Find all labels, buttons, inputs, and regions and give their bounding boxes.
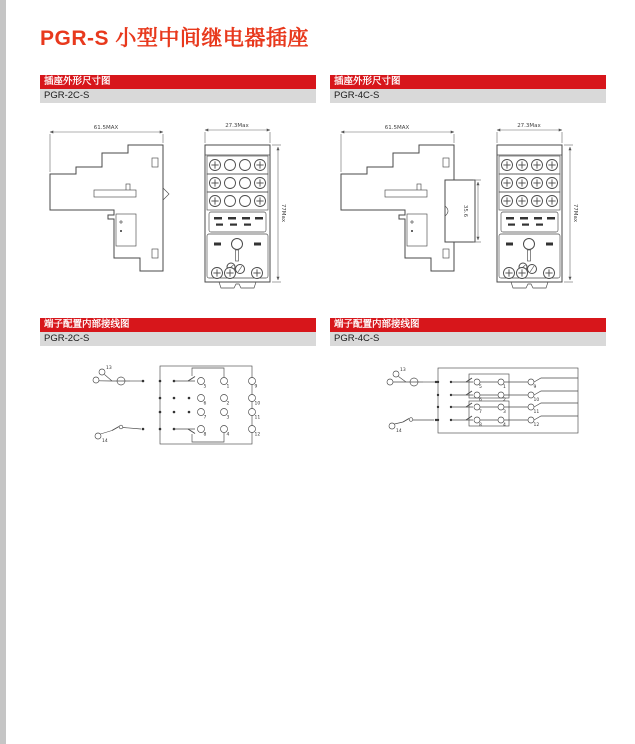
terminal-label: 3 (226, 415, 230, 421)
outline-drawing-4c (333, 118, 588, 298)
coil-terminal-b-label-2c: 14 (102, 439, 108, 444)
dim-height-2c: 77Max (280, 203, 286, 223)
outline-drawing-2c (42, 118, 294, 298)
dim-front-width-2c: 27.3Max (225, 123, 249, 129)
terminal-label: 8 (479, 423, 482, 428)
dim-clip-height-4c: 35.6 (462, 204, 468, 218)
terminal-label: 8 (203, 432, 207, 438)
terminal-label: 2 (503, 398, 506, 403)
front-view-2c (205, 123, 286, 288)
dim-side-width-4c: 61.5MAX (384, 125, 410, 131)
model-label-4c: PGR-4C-S (330, 89, 606, 103)
terminal-label: 5 (479, 385, 482, 390)
terminal-label: 10 (533, 398, 540, 403)
coil-terminal-a-label-2c: 13 (106, 366, 112, 371)
terminal-label: 4 (503, 423, 506, 428)
side-view-2c (50, 125, 169, 271)
contact-rows-2c (159, 368, 261, 442)
coil-terminal-a-label-4c: 13 (400, 368, 406, 373)
front-view-4c (497, 123, 578, 288)
wiring-diagram-4c (373, 345, 588, 453)
terminal-label: 10 (254, 401, 261, 407)
terminal-label: 4 (226, 432, 230, 438)
terminal-label: 11 (533, 410, 540, 415)
terminal-label: 6 (479, 398, 482, 403)
coil-4c (387, 367, 437, 434)
page-edge-strip (0, 0, 6, 744)
dim-side-width-2c: 61.5MAX (93, 125, 119, 131)
model-label-wiring-2c: PGR-2C-S (40, 332, 316, 346)
terminal-label: 2 (226, 401, 230, 407)
terminal-label: 5 (203, 384, 207, 390)
terminal-label: 3 (503, 410, 506, 415)
model-label-wiring-4c: PGR-4C-S (330, 332, 606, 346)
terminal-label: 6 (203, 401, 207, 407)
terminal-label: 12 (533, 423, 540, 428)
terminal-label: 7 (203, 415, 207, 421)
contact-rows-4c (437, 378, 578, 428)
terminal-label: 11 (254, 415, 261, 421)
dim-height-4c: 77Max (572, 203, 578, 223)
terminal-label: 12 (254, 432, 261, 438)
terminal-label: 9 (254, 384, 258, 390)
section-header-outline-2c: 插座外形尺寸图 (40, 75, 316, 89)
coil-2c (93, 365, 144, 444)
page-title: PGR-S 小型中间继电器插座 (40, 27, 309, 50)
terminal-label: 1 (226, 384, 230, 390)
section-header-wiring-4c: 端子配置内部接线图 (330, 318, 606, 332)
wiring-diagram-2c (85, 352, 280, 460)
section-header-wiring-2c: 端子配置内部接线图 (40, 318, 316, 332)
terminal-label: 1 (503, 385, 506, 390)
section-header-outline-4c: 插座外形尺寸图 (330, 75, 606, 89)
terminal-label: 7 (479, 410, 482, 415)
side-view-4c (341, 125, 481, 271)
model-label-2c: PGR-2C-S (40, 89, 316, 103)
coil-terminal-b-label-4c: 14 (396, 429, 402, 434)
dim-front-width-4c: 27.3Max (517, 123, 541, 129)
terminal-label: 9 (533, 385, 537, 390)
